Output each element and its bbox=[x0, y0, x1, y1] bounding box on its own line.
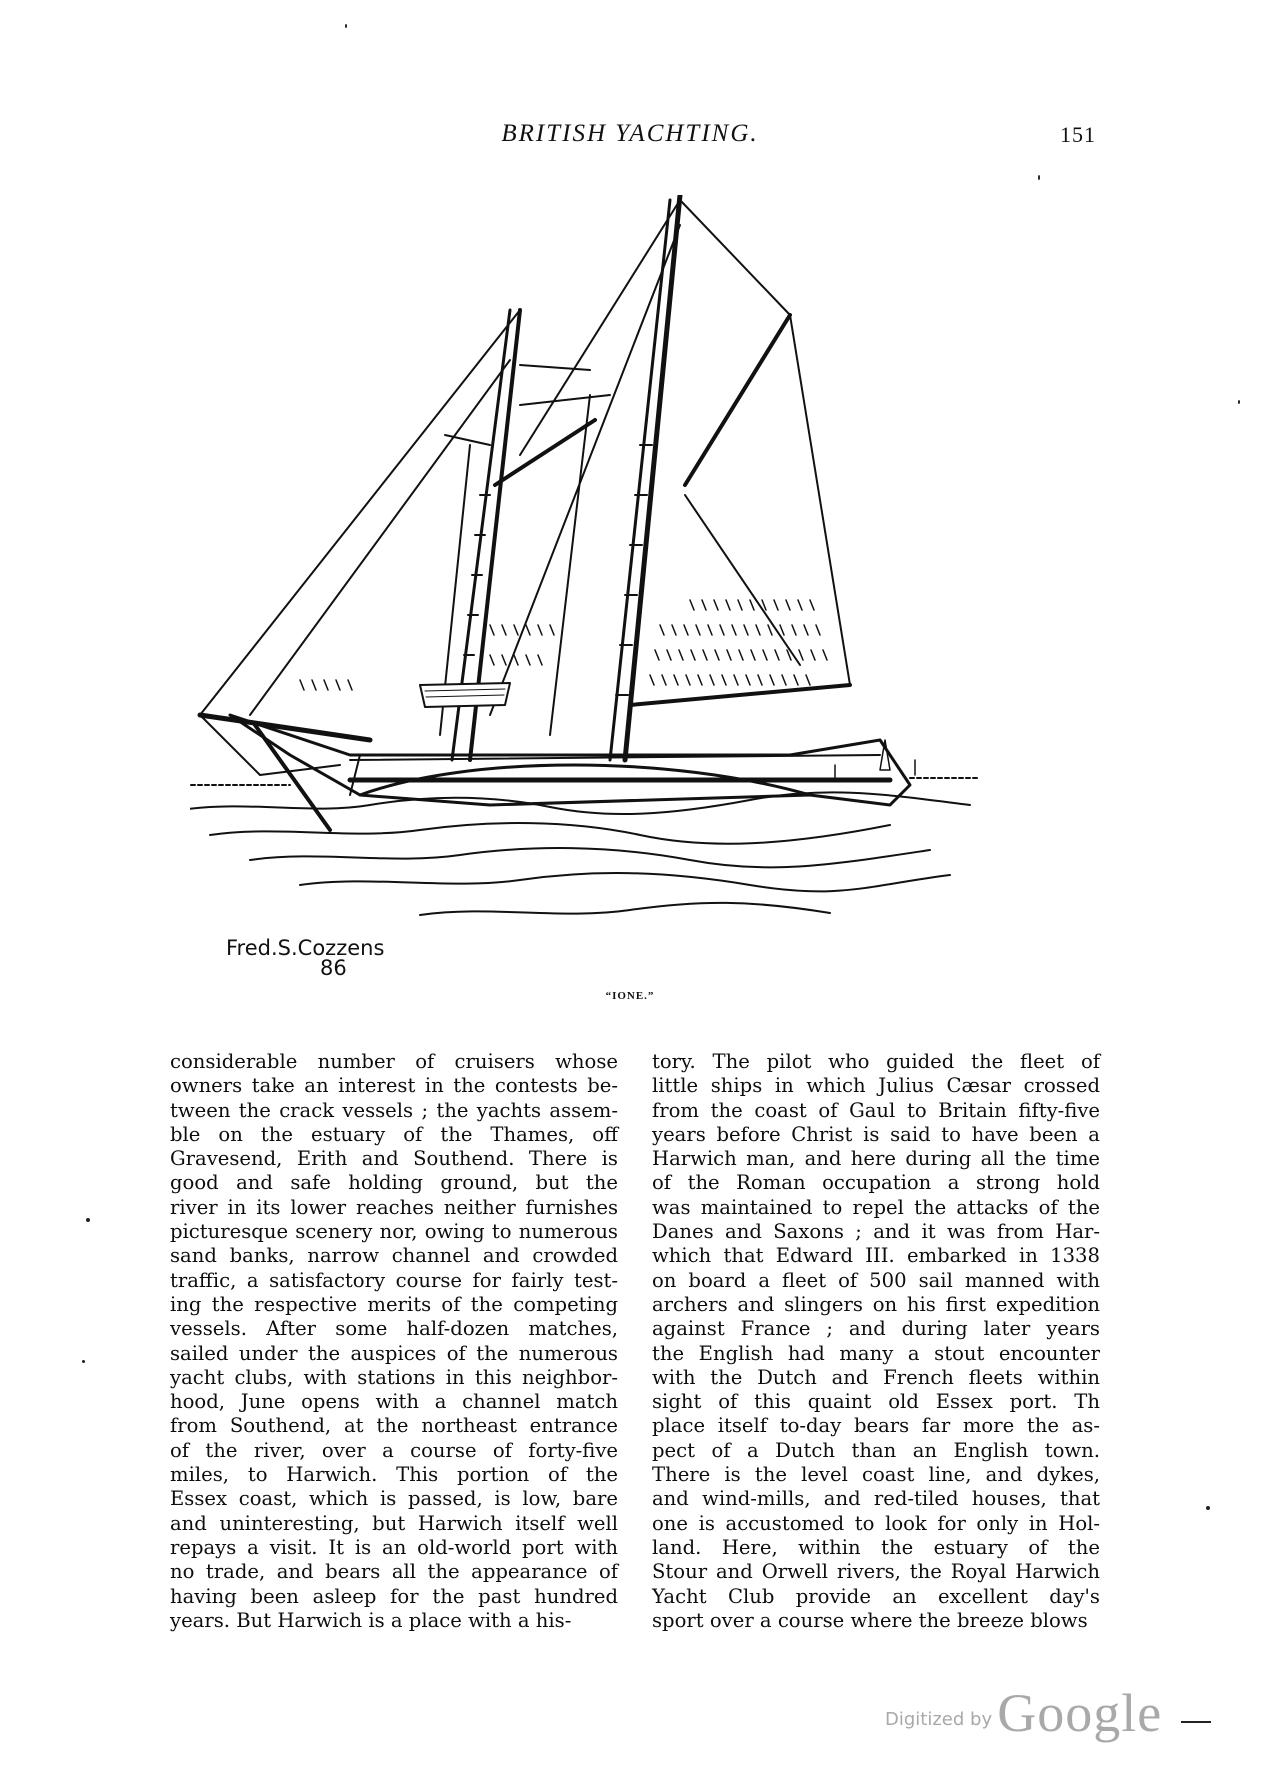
text-line: from the coast of Gaul to Britain fifty-five bbox=[652, 1098, 1100, 1122]
text-line: picturesque scenery nor, owing to numerous bbox=[170, 1220, 618, 1244]
main-boom bbox=[630, 685, 850, 705]
scan-speck bbox=[86, 1218, 90, 1222]
google-logo: Google bbox=[997, 1683, 1163, 1743]
artist-name: Fred.S.Cozzens bbox=[226, 936, 385, 960]
scan-mark bbox=[1181, 1721, 1211, 1723]
text-line: of the river, over a course of forty-five bbox=[170, 1438, 618, 1462]
text-line: from Southend, at the northeast entrance bbox=[170, 1414, 618, 1438]
text-line: one is accustomed to look for only in Hol- bbox=[652, 1511, 1100, 1535]
watermark-prefix: Digitized by bbox=[885, 1709, 993, 1730]
text-line: ing the respective merits of the competing bbox=[170, 1292, 618, 1316]
text-line: Danes and Saxons ; and it was from Har- bbox=[652, 1220, 1100, 1244]
text-line: no trade, and bears all the appearance of bbox=[170, 1560, 618, 1584]
text-line: miles, to Harwich. This portion of the bbox=[170, 1463, 618, 1487]
text-line: tory. The pilot who guided the fleet of bbox=[652, 1050, 1100, 1073]
text-line: on board a fleet of 500 sail manned with bbox=[652, 1268, 1100, 1292]
text-line: owners take an interest in the contests be- bbox=[170, 1074, 618, 1098]
text-line: land. Here, within the estuary of the bbox=[652, 1535, 1100, 1559]
text-line: repays a visit. It is an old-world port with bbox=[170, 1535, 618, 1559]
text-line: river in its lower reaches neither furnishes bbox=[170, 1195, 618, 1219]
text-line: and wind-mills, and red-tiled houses, that bbox=[652, 1487, 1100, 1511]
body-column-right bbox=[652, 1050, 1100, 1633]
text-line: Harwich man, and here during all the time bbox=[652, 1147, 1100, 1171]
scan-speck bbox=[345, 24, 347, 28]
text-line: Gravesend, Erith and Southend. There is bbox=[170, 1147, 618, 1171]
main-gaff bbox=[685, 315, 790, 485]
text-line: place itself to-day bears far more the as- bbox=[652, 1414, 1100, 1438]
text-line: sport over a course where the breeze blows bbox=[652, 1608, 1088, 1632]
text-line: the English had many a stout encounter bbox=[652, 1341, 1100, 1365]
text-line: and uninteresting, but Harwich itself well bbox=[170, 1511, 618, 1535]
text-line: Yacht Club provide an excellent day's bbox=[652, 1584, 1100, 1608]
running-title: BRITISH YACHTING. bbox=[501, 120, 759, 147]
text-line: Essex coast, which is passed, is low, bare bbox=[170, 1487, 618, 1511]
text-line: of the Roman occupation a strong hold bbox=[652, 1171, 1100, 1195]
text-line: was maintained to repel the attacks of the bbox=[652, 1195, 1100, 1219]
text-line: against France ; and during later years bbox=[652, 1317, 1100, 1341]
scan-speck bbox=[1206, 1506, 1210, 1510]
text-line: having been asleep for the past hundred bbox=[170, 1584, 618, 1608]
text-line: which that Edward III. embarked in 1338 bbox=[652, 1244, 1100, 1268]
text-line: traffic, a satisfactory course for fairly test- bbox=[170, 1268, 618, 1292]
text-line: tween the crack vessels ; the yachts assem- bbox=[170, 1098, 618, 1122]
scan-speck bbox=[1038, 175, 1040, 180]
digitized-by-google-watermark bbox=[885, 1682, 1211, 1744]
text-line: years. But Harwich is a place with a his- bbox=[170, 1608, 572, 1632]
text-line: There is the level coast line, and dykes, bbox=[652, 1463, 1100, 1487]
text-line: sight of this quaint old Essex port. Th bbox=[652, 1390, 1100, 1414]
figure-caption: “IONE.” bbox=[605, 990, 655, 1002]
page-number: 151 bbox=[1060, 122, 1096, 147]
text-line: Stour and Orwell rivers, the Royal Harwich bbox=[652, 1560, 1100, 1584]
text-line: sand banks, narrow channel and crowded bbox=[170, 1244, 618, 1268]
text-line: years before Christ is said to have been a bbox=[652, 1122, 1100, 1146]
text-line: sailed under the auspices of the numerous bbox=[170, 1341, 618, 1365]
text-line: archers and slingers on his first expedition bbox=[652, 1292, 1100, 1316]
text-line: with the Dutch and French fleets within bbox=[652, 1365, 1100, 1389]
text-line: yacht clubs, with stations in this neighbor- bbox=[170, 1365, 618, 1389]
text-line: little ships in which Julius Cæsar crossed bbox=[652, 1074, 1100, 1098]
text-line: pect of a Dutch than an English town. bbox=[652, 1438, 1100, 1462]
scan-speck bbox=[82, 1360, 85, 1363]
text-line: ble on the estuary of the Thames, off bbox=[170, 1122, 618, 1146]
text-line: vessels. After some half-dozen matches, bbox=[170, 1317, 618, 1341]
scan-speck bbox=[1238, 400, 1240, 404]
text-line: good and safe holding ground, but the bbox=[170, 1171, 618, 1195]
artist-signature bbox=[226, 938, 384, 978]
mainmast bbox=[625, 195, 680, 760]
schooner-illustration bbox=[190, 195, 1110, 985]
text-line: considerable number of cruisers whose bbox=[170, 1050, 618, 1073]
body-column-left bbox=[170, 1050, 618, 1633]
text-line: hood, June opens with a channel match bbox=[170, 1390, 618, 1414]
hull bbox=[230, 715, 910, 805]
artist-year: 86 bbox=[320, 956, 347, 980]
